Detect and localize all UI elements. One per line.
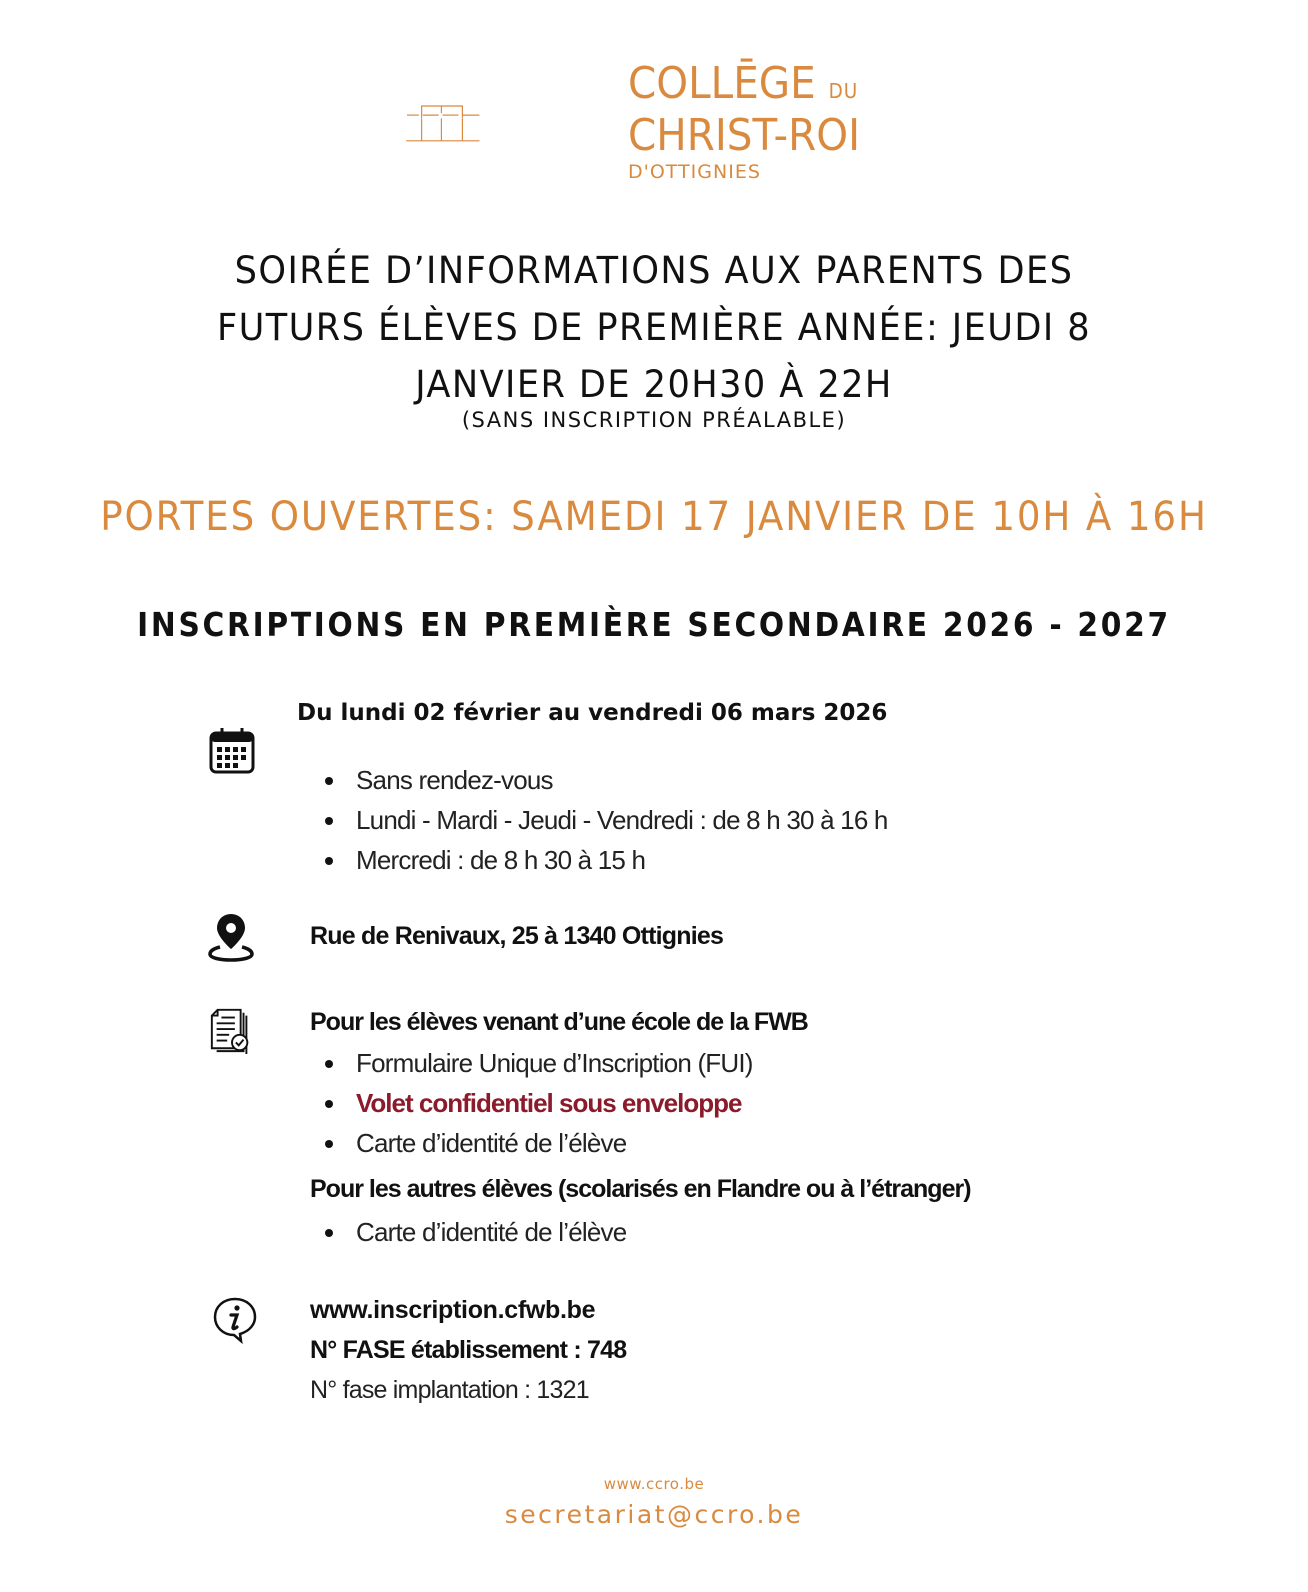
logo-du: DU — [828, 79, 859, 103]
schedule-list — [322, 760, 888, 880]
schedule-item: Sans rendez-vous — [322, 760, 888, 800]
other-documents-list — [322, 1212, 626, 1252]
soiree-note: (SANS INSCRIPTION PRÉALABLE) — [461, 408, 847, 432]
footer-website-link[interactable]: www.ccro.be — [603, 1475, 705, 1493]
school-logo-mark — [405, 70, 595, 180]
fwb-documents-list — [322, 1043, 753, 1163]
logo-ottignies: D'OTTIGNIES — [628, 161, 761, 183]
logo-christ-roi: CHRIST-ROI — [628, 110, 861, 161]
fwb-students-heading: Pour les élèves venant d’une école de la FWB — [310, 1008, 808, 1036]
location-pin-icon — [206, 910, 256, 962]
school-address: Rue de Renivaux, 25 à 1340 Ottignies — [310, 922, 724, 950]
logo-college: COLLĒGE — [628, 58, 816, 109]
soiree-heading — [33, 242, 1276, 413]
document-item: Formulaire Unique d’Inscription (FUI) — [322, 1043, 753, 1083]
document-item: Carte d’identité de l’élève — [322, 1212, 626, 1252]
soiree-line: JANVIER DE 20H30 À 22H — [415, 363, 893, 406]
portes-ouvertes-heading: PORTES OUVERTES: SAMEDI 17 JANVIER DE 10H À 16H — [100, 494, 1208, 540]
fase-etablissement: N° FASE établissement : 748 — [310, 1336, 627, 1364]
info-bubble-icon — [210, 1295, 260, 1345]
footer-email-link[interactable]: secretariat@ccro.be — [504, 1500, 804, 1529]
calendar-icon — [206, 726, 258, 776]
inscriptions-title: INSCRIPTIONS EN PREMIÈRE SECONDAIRE 2026 - 2027 — [137, 605, 1171, 644]
inscription-website-link[interactable]: www.inscription.cfwb.be — [310, 1296, 596, 1324]
schedule-item: Mercredi : de 8 h 30 à 15 h — [322, 840, 888, 880]
registration-period: Du lundi 02 février au vendredi 06 mars 2026 — [297, 700, 888, 726]
document-item-highlighted: Volet confidentiel sous enveloppe — [322, 1083, 753, 1123]
fase-implantation: N° fase implantation : 1321 — [310, 1376, 589, 1404]
soiree-line: FUTURS ÉLÈVES DE PREMIÈRE ANNÉE: JEUDI 8 — [216, 306, 1092, 349]
document-check-icon — [208, 1005, 256, 1055]
school-logo-text — [628, 58, 880, 185]
document-item: Carte d’identité de l’élève — [322, 1123, 753, 1163]
other-students-heading: Pour les autres élèves (scolarisés en Flandre ou à l’étranger) — [310, 1175, 971, 1203]
soiree-line: SOIRÉE D’INFORMATIONS AUX PARENTS DES — [234, 249, 1074, 292]
schedule-item: Lundi - Mardi - Jeudi - Vendredi : de 8 h 30 à 16 h — [322, 800, 888, 840]
